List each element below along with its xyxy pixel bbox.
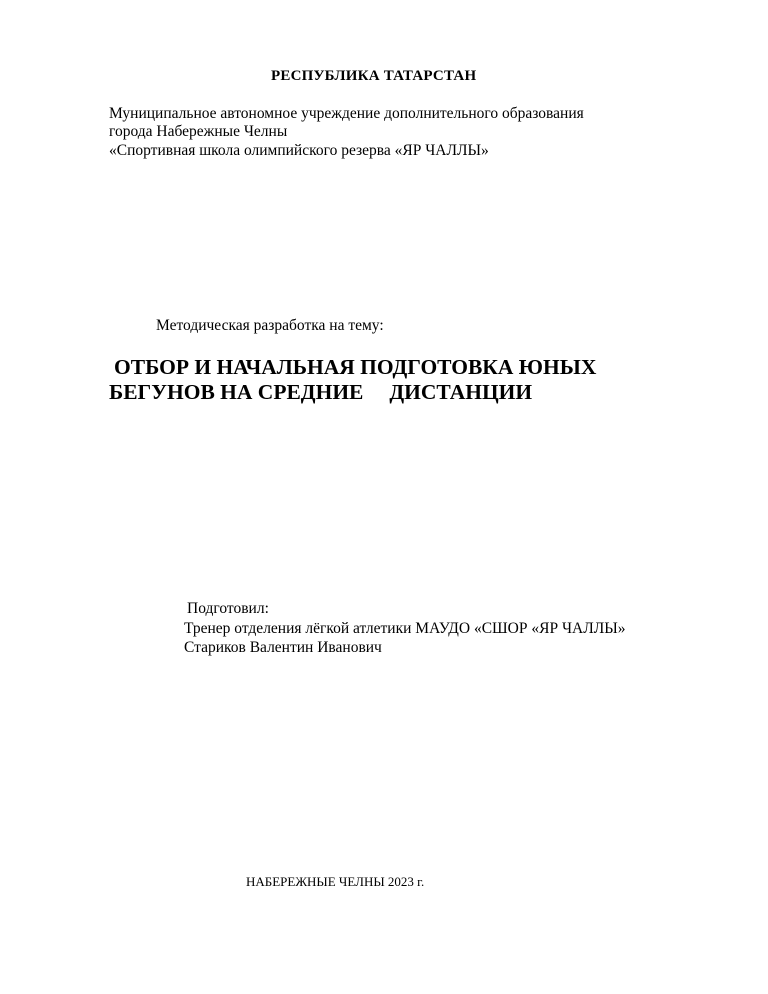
document-title-line-2-end: ДИСТАНЦИИ: [389, 380, 533, 404]
republic-heading: РЕСПУБЛИКА ТАТАРСТАН: [271, 68, 477, 84]
topic-subtitle: Методическая разработка на тему:: [156, 317, 384, 334]
document-title-line-1: ОТБОР И НАЧАЛЬНАЯ ПОДГОТОВКА ЮНЫХ: [114, 355, 597, 379]
document-title-line-2: [109, 382, 532, 404]
organization-line-1: Муниципальное автономное учреждение дополнительного образования: [109, 105, 584, 122]
organization-line-3: «Спортивная школа олимпийского резерва «ЯР ЧАЛЛЫ»: [109, 142, 489, 159]
author-name: Стариков Валентин Иванович: [184, 639, 382, 656]
prepared-by-label: Подготовил:: [187, 600, 269, 617]
footer-city-year: НАБЕРЕЖНЫЕ ЧЕЛНЫ 2023 г.: [246, 874, 425, 889]
author-position: Тренер отделения лёгкой атлетики МАУДО «СШОР «ЯР ЧАЛЛЫ»: [184, 620, 626, 637]
organization-line-2: города Набережные Челны: [109, 123, 288, 140]
document-title-line-2-start: БЕГУНОВ НА СРЕДНИЕ: [109, 380, 364, 404]
